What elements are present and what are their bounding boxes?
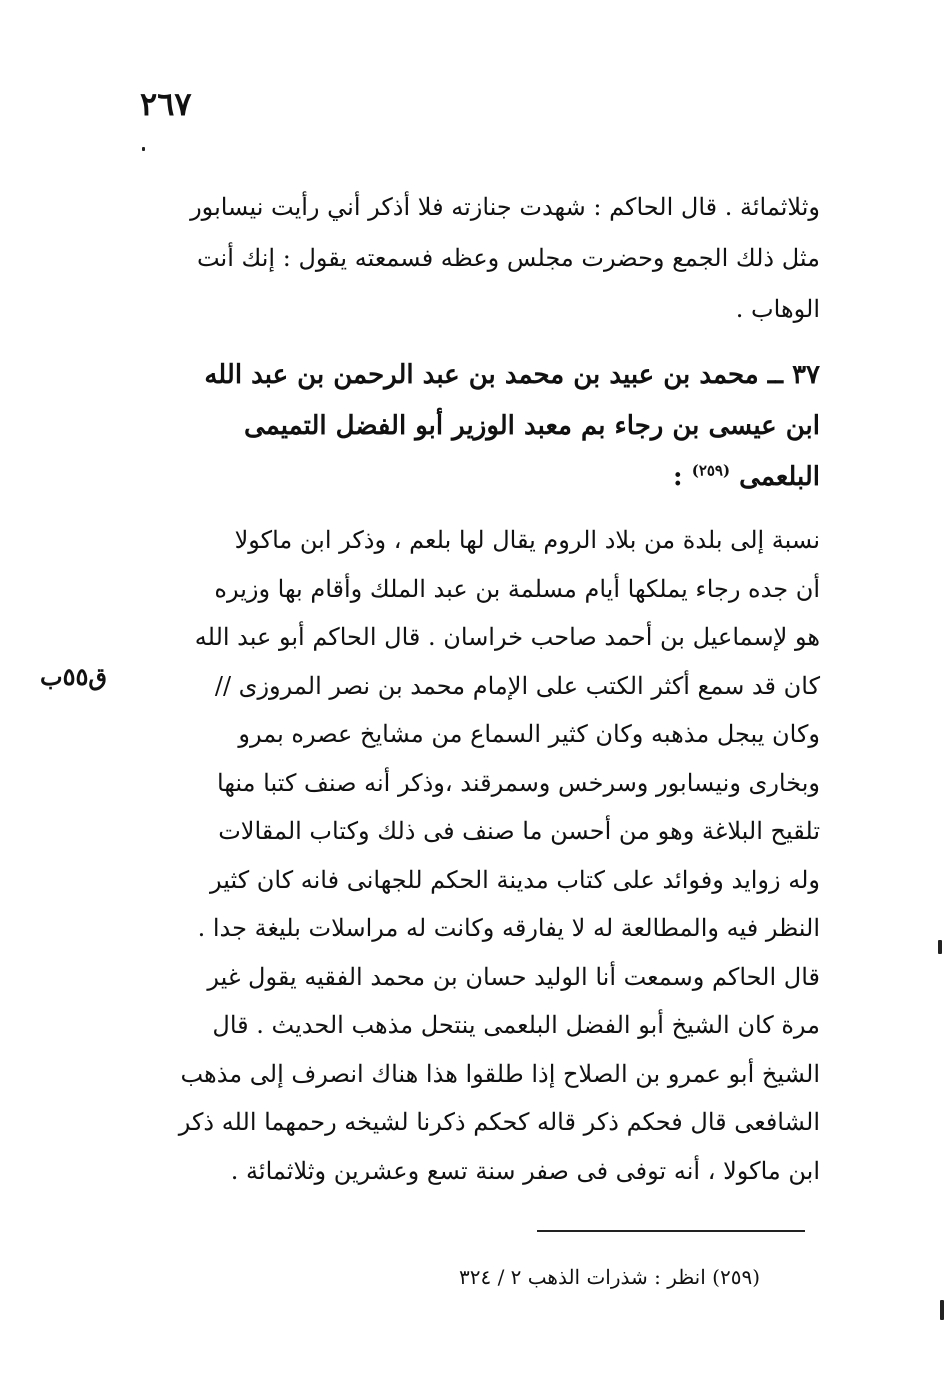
margin-note: ق٥٥ب [40, 662, 107, 691]
body-line: كان قد سمع أكثر الكتب على الإمام محمد بن نصر المروزى // [214, 671, 820, 700]
footnote: (٢٥٩) انظر : شذرات الذهب ٢ / ٣٢٤ [458, 1265, 760, 1289]
heading-line: ٣٧ ــ محمد بن عبيد بن محمد بن عبد الرحمن بن عبد الله [204, 360, 820, 390]
body-line: ابن ماكولا ، أنه توفى فى صفر سنة تسع وعشرين وثلاثمائة . [230, 1156, 820, 1185]
intro-line: مثل ذلك الجمع وحضرت مجلس وعظه فسمعته يقول : إنك أنت [196, 244, 820, 272]
heading-colon: : [673, 462, 683, 492]
body-line: وله زوايد وفوائد على كتاب مدينة الحكم للجهانى فانه كان كثير [209, 865, 820, 894]
intro-line: وثلاثمائة . قال الحاكم : شهدت جنازته فلا أذكر أني رأيت نيسابور [190, 193, 820, 221]
page-number: ٢٦٧ [140, 85, 192, 123]
body-line: وبخارى ونيسابور وسرخس وسمرقند ،وذكر أنه صنف كتبا منها [217, 768, 820, 797]
body-line: النظر فيه والمطالعة له لا يفارقه وكانت له مراسلات بليغة جدا . [197, 914, 820, 942]
intro-line: الوهاب . [735, 295, 820, 323]
body-line: الشيخ أبو عمرو بن الصلاح إذا طلقوا هذا هناك انصرف إلى مذهب [180, 1059, 820, 1088]
footnote-divider [537, 1230, 805, 1232]
stray-mark-right [938, 940, 942, 954]
heading-line: ابن عيسى بن رجاء بم معبد الوزير أبو الفضل التميمى [244, 411, 820, 441]
entry-body [140, 516, 820, 1195]
stray-mark-top [142, 147, 145, 151]
body-line: نسبة إلى بلدة من بلاد الروم يقال لها بلعم ، وذكر ابن ماكولا [234, 526, 820, 554]
body-line: الشافعى قال فحكم ذكر قاله كحكم ذكرنا لشيخه رحمهما الله ذكر [178, 1108, 820, 1136]
footnote-reference: (٢٥٩) [691, 461, 731, 480]
body-line: هو لإسماعيل بن أحمد صاحب خراسان . قال الحاكم أبو عبد الله [194, 623, 820, 651]
body-line: مرة كان الشيخ أبو الفضل البلعمى ينتحل مذهب الحديث . قال [212, 1011, 820, 1039]
entry-heading [140, 350, 820, 503]
stray-mark-bottom [940, 1300, 944, 1320]
body-line: وكان يبجل مذهبه وكان كثير السماع من مشايخ عصره بمرو [238, 720, 820, 748]
heading-line-last [140, 452, 820, 503]
heading-line-text: البلعمى [739, 462, 820, 492]
body-line: قال الحاكم وسمعت أنا الوليد حسان بن محمد الفقيه يقول غير [207, 962, 820, 991]
body-line: أن جده رجاء يملكها أيام مسلمة بن عبد الملك وأقام بها وزيره [214, 574, 820, 603]
body-line: تلقيح البلاغة وهو من أحسن ما صنف فى ذلك وكتاب المقالات [218, 817, 820, 845]
intro-paragraph [140, 182, 820, 335]
